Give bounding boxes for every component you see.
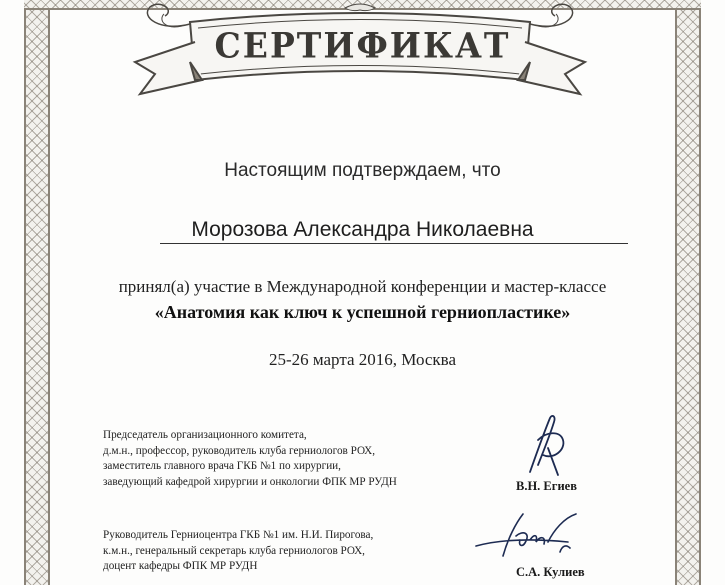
signatory-2-line: доцент кафедры ФПК МР РУДН: [103, 560, 258, 572]
certificate-title: СЕРТИФИКАТ: [214, 25, 511, 66]
signatory-1-line: заведующий кафедрой хирургии и онкологии ФПК МР РУДН: [103, 475, 397, 488]
participation-text: принял(а) участие в Международной конференции и мастер-классе: [118, 277, 607, 296]
signatory-1-line: Председатель организационного комитета,: [103, 429, 307, 441]
signature-1: [508, 410, 578, 480]
signatory-2-line: Руководитель Герниоцентра ГКБ №1 им. Н.И. Пирогова,: [103, 529, 374, 541]
intro-text: Настоящим подтверждаем, что: [224, 160, 501, 181]
signature-2: [468, 508, 583, 568]
signatory-2-line: к.м.н., генеральный секретарь клуба герниологов РОХ,: [103, 544, 365, 557]
recipient-underline: [160, 243, 628, 244]
recipient-name: Морозова Александра Николаевна: [191, 218, 534, 241]
signatory-1-line: заместитель главного врача ГКБ №1 по хирургии,: [103, 460, 341, 472]
event-date-place: 25-26 марта 2016, Москва: [268, 350, 457, 369]
signatory-2-title: [103, 528, 373, 575]
signatory-1-name: В.Н. Егиев: [516, 479, 577, 493]
signatory-1-line: д.м.н., профессор, руководитель клуба герниологов РОХ,: [103, 444, 376, 457]
event-topic: «Анатомия как ключ к успешной герниопластике»: [154, 302, 571, 322]
signatory-2-name: С.А. Кулиев: [516, 565, 585, 579]
signatory-1-title: [103, 428, 397, 490]
